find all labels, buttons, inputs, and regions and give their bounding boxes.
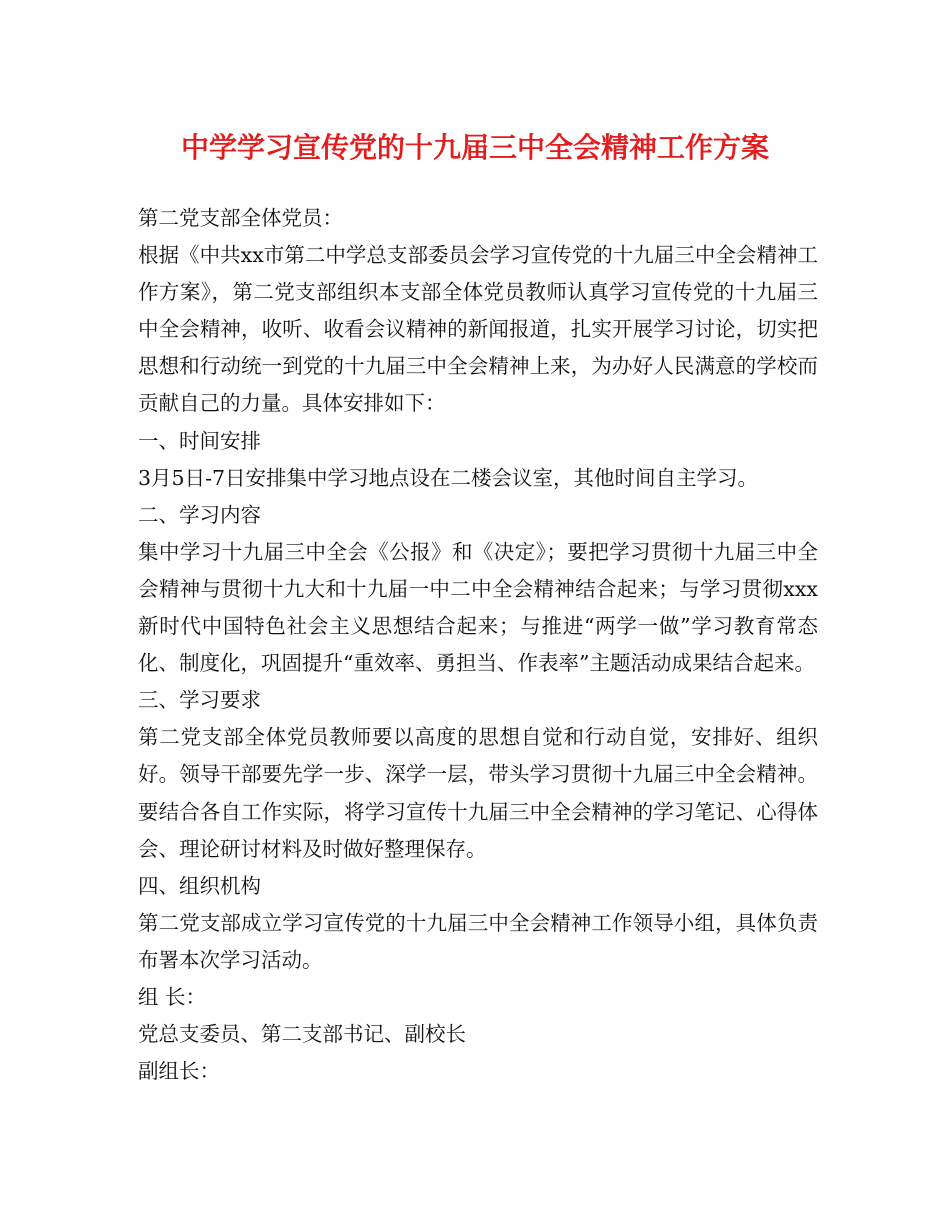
leader-value: 党总支委员、第二支部书记、副校长 bbox=[138, 1022, 466, 1047]
document-body bbox=[138, 200, 818, 1090]
intro-paragraph: 根据《中共xx市第二中学总支部委员会学习宣传党的十九届三中全会精神工作方案》，第二党支部组织本支部全体党员教师认真学习宣传党的十九届三中全会精神，收听、收看会议精神的新闻报道，扎实开展学习讨论，切实把思想和行动统一到党的十九届三中全会精神上来，为办好人民满意的学校而贡献自己的力量。具体安排如下： bbox=[138, 243, 818, 416]
content-paragraph: 集中学习十九届三中全会《公报》和《决定》；要把学习贯彻十九届三中全会精神与贯彻十九大和十九届一中二中全会精神结合起来；与学习贯彻xxx新时代中国特色社会主义思想结合起来；与推进“两学一做”学习教育常态化、制度化，巩固提升“重效率、勇担当、作表率”主题活动成果结合起来。 bbox=[138, 539, 818, 676]
section-heading-time: 一、时间安排 bbox=[138, 428, 261, 453]
section-heading-organization: 四、组织机构 bbox=[138, 873, 261, 898]
salutation: 第二党支部全体党员： bbox=[138, 206, 343, 230]
deputy-leader-label: 副组长： bbox=[138, 1059, 220, 1084]
requirements-paragraph: 第二党支部全体党员教师要以高度的思想自觉和行动自觉，安排好、组织好。领导干部要先学一步、深学一层，带头学习贯彻十九届三中全会精神。要结合各自工作实际，将学习宣传十九届三中全会精神的学习笔记、心得体会、理论研讨材料及时做好整理保存。 bbox=[138, 725, 818, 861]
document-title: 中学学习宣传党的十九届三中全会精神工作方案 bbox=[180, 131, 769, 164]
organization-paragraph: 第二党支部成立学习宣传党的十九届三中全会精神工作领导小组，具体负责布署本次学习活动。 bbox=[138, 910, 818, 972]
section-heading-requirements: 三、学习要求 bbox=[138, 688, 261, 713]
leader-label: 组 长： bbox=[138, 984, 207, 1009]
time-paragraph: 3月5日-7日安排集中学习地点设在二楼会议室，其他时间自主学习。 bbox=[138, 465, 759, 490]
section-heading-content: 二、学习内容 bbox=[138, 502, 261, 527]
